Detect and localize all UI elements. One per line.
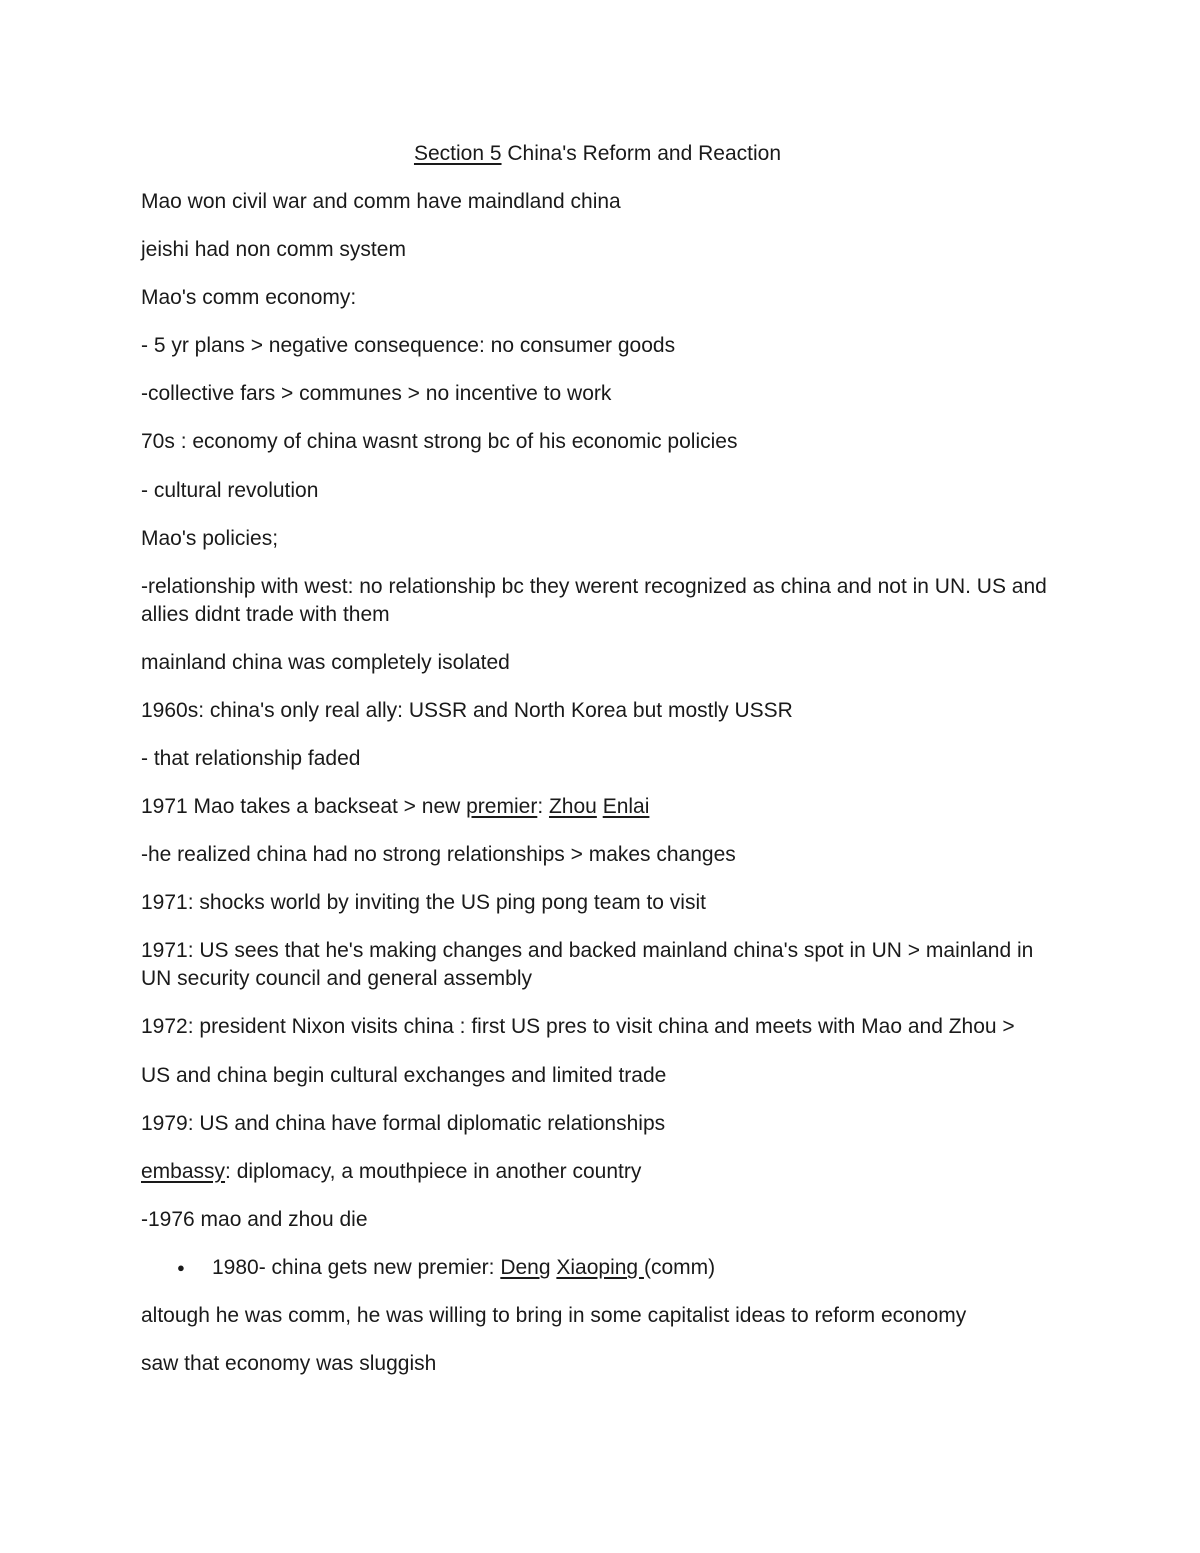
name-zhou: Zhou [548,795,597,818]
note-text: 1980- china gets new premier: [212,1256,501,1279]
note-text: : diplomacy, a mouthpiece in another country [225,1160,642,1183]
note-text: : [537,795,549,818]
note-line: -1976 mao and zhou die [141,1208,368,1231]
note-line: 1971: US sees that he's making changes and backed mainland china's spot in UN > mainland in UN security council and general assembly [141,939,1034,990]
name-enlai: Enlai [602,795,650,818]
note-line: Mao's policies; [141,527,279,550]
note-line: US and china begin cultural exchanges and limited trade [141,1064,667,1087]
note-line: 1971: shocks world by inviting the US ping pong team to visit [141,891,706,914]
title-section-label: Section 5 [413,142,502,165]
note-text: (comm) [643,1256,716,1279]
note-line: mainland china was completely isolated [141,651,510,674]
note-line: -collective fars > communes > no incentive to work [141,382,612,405]
note-line: 1979: US and china have formal diplomatic relationships [141,1112,666,1135]
name-deng: Deng [500,1256,551,1279]
note-line: 70s : economy of china wasnt strong bc of his economic policies [141,430,738,453]
bullet-icon: ● [177,1260,185,1275]
note-line: 1960s: china's only real ally: USSR and North Korea but mostly USSR [141,699,793,722]
note-line: Mao won civil war and comm have maindland china [141,190,621,213]
note-line: - 5 yr plans > negative consequence: no consumer goods [141,334,676,357]
bullet-item [212,1254,715,1282]
embassy-term: embassy [141,1160,226,1183]
note-line: - that relationship faded [141,747,361,770]
note-line: jeishi had non comm system [141,238,406,261]
note-line [141,793,649,821]
note-text: 1971 Mao takes a backseat > new [141,795,467,818]
name-xiaoping: Xiaoping [556,1256,644,1279]
note-line: - cultural revolution [141,479,319,502]
note-line: -he realized china had no strong relationships > makes changes [141,843,736,866]
note-line: altough he was comm, he was willing to bring in some capitalist ideas to reform economy [141,1304,967,1327]
note-line [141,1158,641,1186]
note-line: -relationship with west: no relationship bc they werent recognized as china and not in UN. US and allies didnt trade with them [141,575,1047,626]
premier-term: premier [466,795,538,818]
title-text: China's Reform and Reaction [501,142,782,165]
note-line: Mao's comm economy: [141,286,357,309]
page-title [141,141,1054,167]
note-line: 1972: president Nixon visits china : first US pres to visit china and meets with Mao and Zhou > [141,1015,1015,1038]
note-line: saw that economy was sluggish [141,1352,437,1375]
